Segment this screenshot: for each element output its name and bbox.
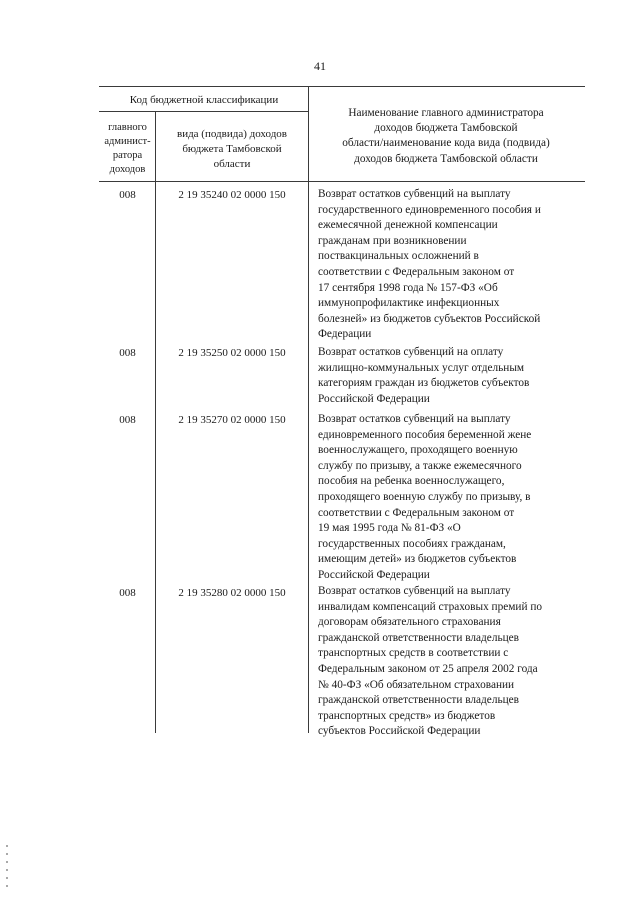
- admin-code-cell: 008: [119, 587, 136, 599]
- budget-code-cell: 2 19 35270 02 0000 150: [178, 414, 286, 426]
- scan-margin-marks: [6, 845, 8, 895]
- budget-code-cell: 2 19 35280 02 0000 150: [178, 587, 286, 599]
- header-name-column: Наименование главного администратора доходов бюджета Тамбовской области/наименование кода вида (подвида) доходов бюджета Тамбовской области: [342, 107, 550, 165]
- table-top-border: [99, 86, 585, 87]
- column-divider-1: [155, 111, 156, 733]
- income-name-cell: Возврат остатков субвенций на выплату единовременного пособия беременной жене военнослужащего, проходящего военную службу по призыву, а также ежемесячного пособия на ребенка военнослужащего, проходящего военную службу по призыву, в соответствии с Федеральным законом от 19 мая 1995 года № 81-ФЗ «О государственных пособиях гражданам, имеющим детей» из бюджетов субъектов Российской Федерации: [318, 413, 532, 581]
- budget-code-cell: 2 19 35240 02 0000 150: [178, 189, 286, 201]
- admin-code-cell: 008: [119, 189, 136, 201]
- header-bottom-border: [99, 181, 585, 182]
- header-income-type-column: вида (подвида) доходов бюджета Тамбовской области: [177, 128, 287, 170]
- admin-code-cell: 008: [119, 347, 136, 359]
- page-number: 41: [314, 59, 326, 73]
- income-name-cell: Возврат остатков субвенций на выплату инвалидам компенсаций страховых премий по договорам обязательного страхования гражданской ответственности владельцев транспортных средств в соответствии с Федеральным законом от 25 апреля 2002 года № 40-ФЗ «Об обязательном страховании гражданской ответственности владельцев транспортных средств» из бюджетов субъектов Российской Федерации: [318, 585, 543, 738]
- income-name-cell: Возврат остатков субвенций на оплату жилищно-коммунальных услуг отдельным категориям граждан из бюджетов субъектов Российской Федерации: [318, 346, 530, 405]
- header-admin-column: главного админист- ратора доходов: [104, 122, 151, 175]
- header-classification-code: Код бюджетной классификации: [129, 94, 279, 106]
- income-name-cell: Возврат остатков субвенций на выплату государственного единовременного пособия и ежемесячной денежной компенсации гражданам при возникновении поствакцинальных осложнений в соответствии с Федеральным законом от 17 сентября 1998 года № 157-ФЗ «Об иммунопрофилактике инфекционных болезней» из бюджетов субъектов Российской Федерации: [318, 188, 541, 341]
- column-divider-2: [308, 86, 309, 733]
- budget-code-cell: 2 19 35250 02 0000 150: [178, 347, 286, 359]
- admin-code-cell: 008: [119, 414, 136, 426]
- header-subdivider: [99, 111, 309, 112]
